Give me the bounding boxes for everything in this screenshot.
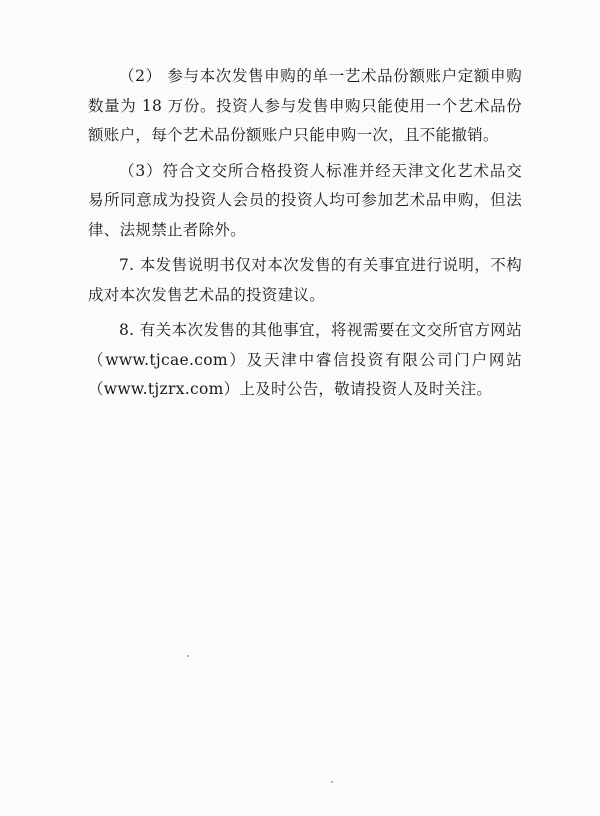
paragraph-eligible-investors: （3）符合文交所合格投资人标准并经天津文化艺术品交易所同意成为投资人会员的投资人均可参加艺术品申购，但法律、法规禁止者除外。 — [88, 161, 522, 239]
paragraph-disclaimer: 7. 本发售说明书仅对本次发售的有关事宜进行说明，不构成对本次发售艺术品的投资建议。 — [88, 256, 522, 304]
document-body — [88, 62, 522, 411]
scan-speck — [187, 655, 189, 657]
paragraph-subscription-quota: （2） 参与本次发售申购的单一艺术品份额账户定额申购数量为 18 万份。投资人参与发售申购只能使用一个艺术品份额账户，每个艺术品份额账户只能申购一次，且不能撤销。 — [88, 67, 522, 144]
scan-speck — [331, 781, 333, 783]
paragraph-announcement-websites: 8. 有关本次发售的其他事宜，将视需要在文交所官方网站（www.tjcae.com）及天津中睿信投资有限公司门户网站（www.tjzrx.com）上及时公告，敬请投资人及时关注。 — [88, 321, 522, 398]
